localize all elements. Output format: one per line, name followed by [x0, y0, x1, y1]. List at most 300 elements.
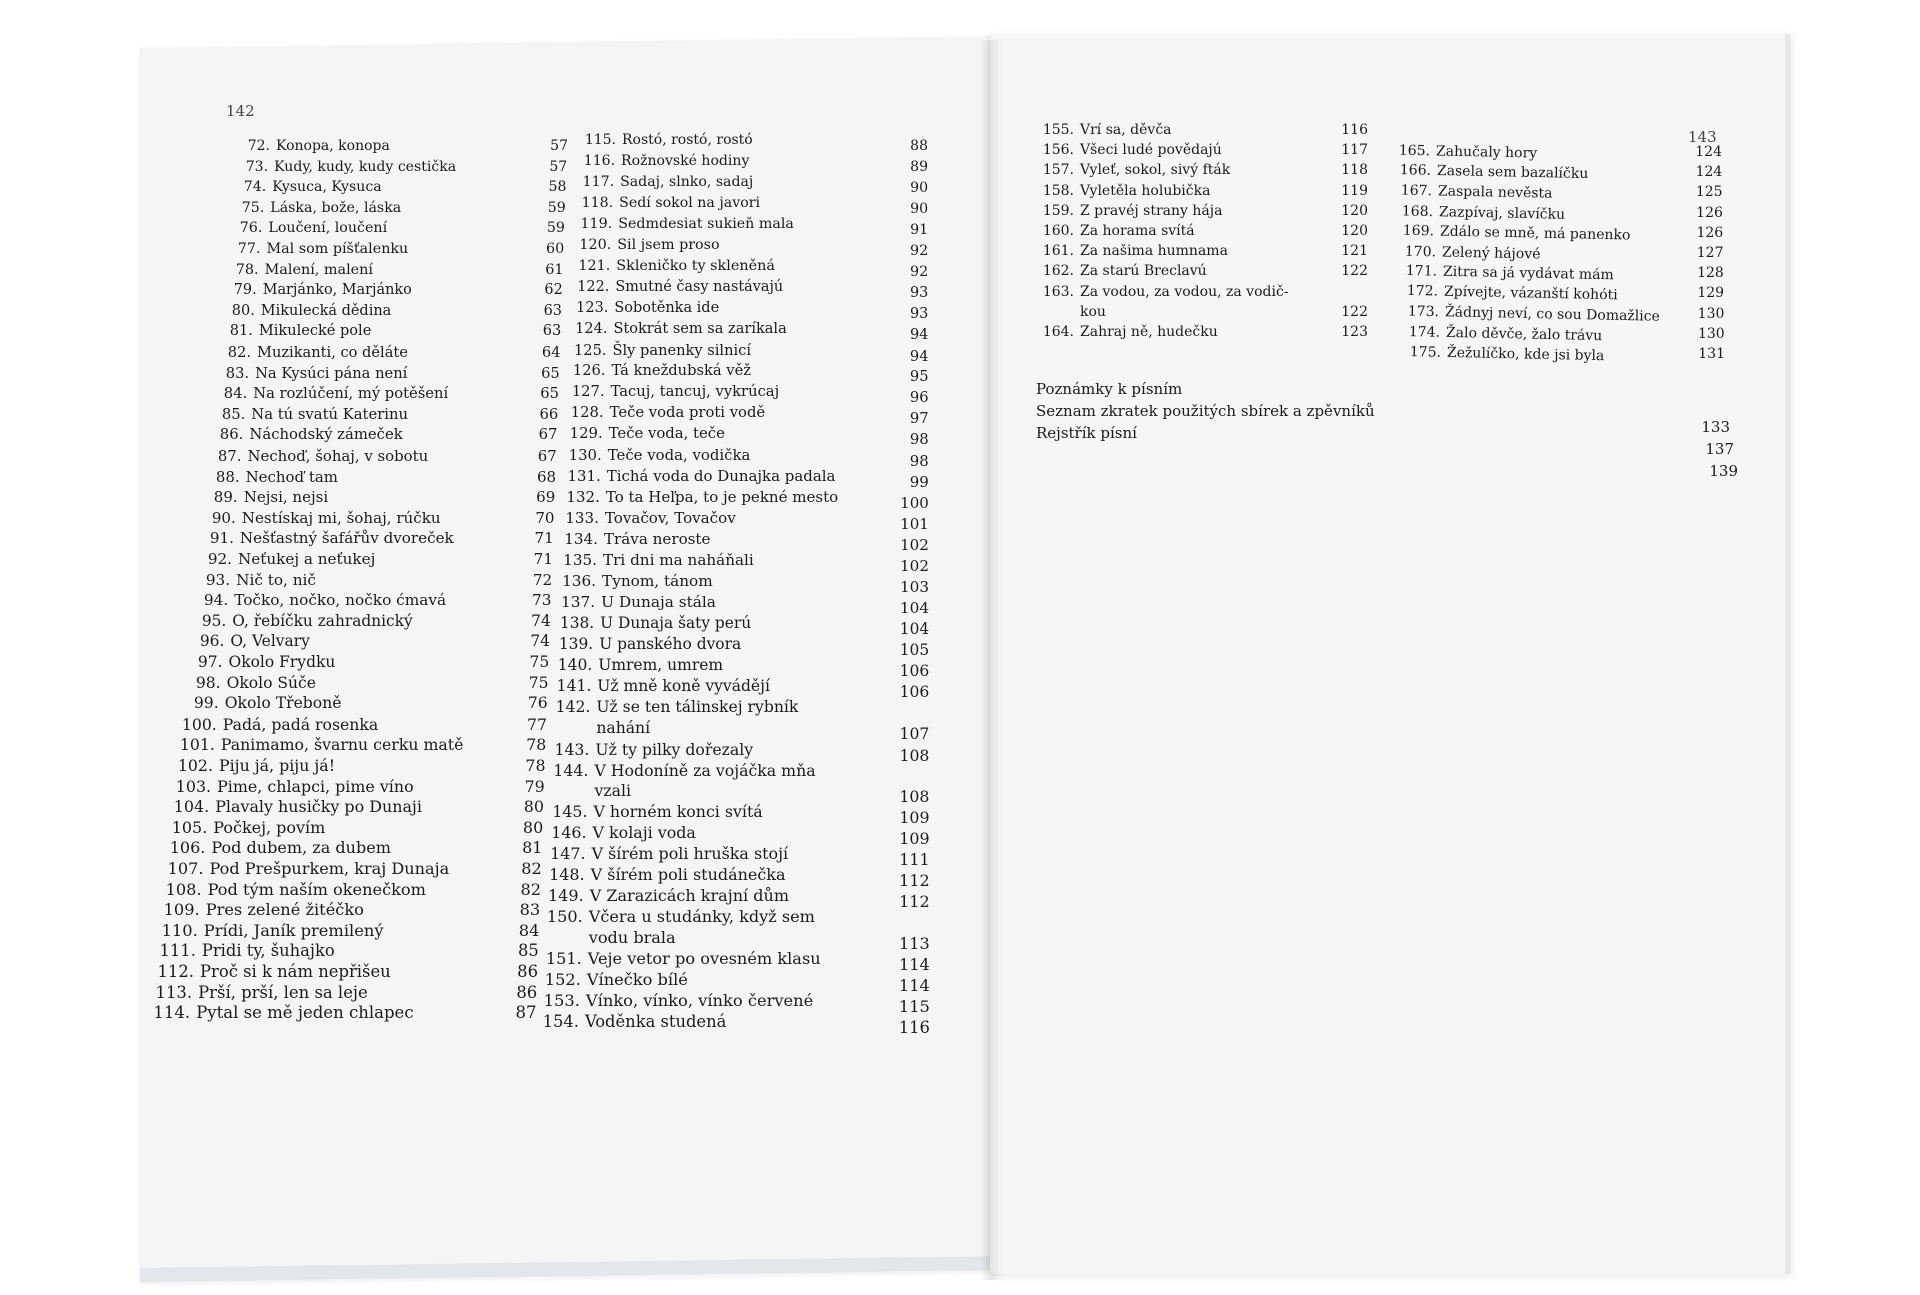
toc-entry [535, 1012, 726, 1031]
toc-entry [217, 241, 409, 257]
toc-entry [540, 886, 789, 905]
toc-entry [544, 761, 815, 780]
entry-number: 104. [173, 797, 210, 817]
entry-title: Vínko, vínko, vínko červené [585, 990, 814, 1010]
entry-title: Žalo děvče, žalo trávu [1445, 324, 1603, 344]
entry-number: 145. [552, 802, 588, 822]
entry-page-number: 70 [535, 508, 555, 527]
entry-number: 111. [159, 941, 196, 961]
entry-number: 107. [167, 859, 204, 878]
entry-page-number: 108 [899, 745, 930, 765]
entry-title: Za horama svítá [1080, 223, 1195, 239]
entry-title: Pytal se mě jeden chlapec [196, 1003, 414, 1023]
entry-title: Všeci ludé povědajú [1080, 142, 1222, 159]
toc-entry [201, 406, 408, 423]
toc-entry [1030, 122, 1172, 138]
entry-title: Zpívejte, vázanští kohóti [1443, 284, 1618, 304]
entry-page-number: 82 [520, 879, 541, 899]
entry-title: Okolo Súče [226, 673, 316, 692]
toc-entry [163, 818, 325, 837]
entry-title: Stokrát sem sa zaríkala [613, 320, 787, 337]
entry-page-number: 84 [518, 920, 540, 940]
entry-title: Teče voda, teče [608, 425, 725, 443]
entry-title: Nechoď, šohaj, v sobotu [247, 447, 429, 465]
toc-entry [545, 740, 753, 759]
entry-page-number: 115 [898, 996, 930, 1016]
entry-page-number: 78 [525, 756, 546, 775]
entry-title: Smutné časy nastávajú [615, 278, 784, 295]
toc-entry [569, 195, 760, 211]
entry-title: Tá knеždubská věž [611, 362, 751, 380]
entry-number: 175. [1409, 344, 1442, 361]
toc-entry [1030, 203, 1222, 219]
entry-number: 90. [211, 508, 236, 527]
toc-entry [566, 258, 775, 274]
entry-title: Rožnovské hodiny [621, 152, 750, 169]
entry-title: Sedmdesiat sukieň mala [618, 215, 794, 232]
entry-number: 72. [247, 138, 270, 154]
toc-entry [171, 735, 464, 754]
toc-entry [152, 941, 335, 960]
entry-number: 108. [165, 879, 202, 899]
entry-number: 149. [547, 886, 584, 906]
entry-page-number: 92 [910, 242, 929, 259]
entry-number: 133. [565, 509, 599, 528]
entry-number: 88. [215, 467, 240, 486]
entry-title: Mal som píšťalenku [266, 241, 409, 257]
entry-title: Včera u studánky, když sem [588, 907, 815, 927]
entry-page-number: 79 [524, 776, 545, 796]
toc-entry [1030, 183, 1210, 199]
entry-number: 112. [157, 962, 194, 981]
entry-number: 86. [219, 426, 244, 444]
entry-page-number: 95 [909, 368, 929, 386]
entry-page-number: 121 [1341, 243, 1368, 260]
entry-page-number: 88 [910, 138, 928, 154]
entry-page-number: 63 [543, 302, 562, 319]
entry-page-number: 69 [536, 488, 556, 507]
entry-page-number: 112 [899, 892, 930, 912]
toc-entry [150, 962, 391, 981]
entry-page-number: 123 [1341, 324, 1368, 340]
entry-title: Panimamo, švarnu cerku matě [220, 735, 464, 755]
entry-title: V šírém poli hruška stojí [591, 844, 789, 864]
entry-page-number: 71 [533, 550, 553, 568]
entry-page-number: 103 [899, 577, 930, 596]
entry-title: Okolo Frydku [228, 653, 336, 671]
toc-entry [568, 216, 794, 232]
toc-entry [570, 174, 753, 190]
toc-entry [555, 509, 736, 527]
entry-page-number: 57 [549, 158, 568, 175]
entry-number: 73. [245, 158, 269, 175]
entry-page-number: 128 [1697, 265, 1724, 282]
entry-number: 84. [223, 385, 248, 403]
toc-entry [190, 529, 454, 547]
entry-title: Muzikanti, co děláte [257, 344, 408, 361]
entry-page-number: 59 [547, 199, 566, 216]
entry-title: Prídi, Janík premilený [203, 920, 384, 940]
toc-entry [563, 342, 751, 359]
entry-title: Vyleť, sokol, sivý fták [1080, 162, 1231, 179]
toc-entry [567, 237, 719, 253]
entry-title: Sadaj, slnko, sadaj [620, 173, 754, 190]
entry-page-number: 102 [900, 536, 929, 555]
entry-page-number: 83 [519, 900, 541, 920]
entry-title: Nešťastný šafářův dvoreček [239, 529, 454, 548]
entry-number: 137. [560, 592, 596, 611]
entry-title: Šly panenky silnicí [612, 341, 751, 359]
entry-title: Kudy, kudy, kudy cestička [274, 158, 457, 175]
toc-entry [548, 656, 723, 674]
entry-page-number: 81 [522, 838, 543, 858]
entry-title: Sobotěnka ide [614, 299, 720, 316]
entry-page-number: 94 [909, 326, 929, 343]
entry-title: Pime, chlapci, pime víno [217, 776, 414, 796]
entry-number: 96. [199, 632, 225, 651]
toc-entry [226, 138, 390, 154]
entry-title-continued: kou [1080, 303, 1106, 320]
entry-page-number: 107 [899, 724, 930, 743]
entry-page-number: 124 [1695, 164, 1723, 181]
entry-number: 110. [161, 920, 198, 940]
entry-title: Nechoď tam [245, 467, 338, 486]
entry-number: 128. [570, 404, 604, 422]
entry-page-number: 116 [898, 1017, 930, 1037]
toc-entry [146, 1003, 413, 1022]
toc-entry [558, 446, 751, 464]
entry-title: Malení, malení [264, 261, 374, 278]
entry-page-number: 94 [909, 347, 929, 365]
entry-title: Už ty pilky dořezaly [595, 739, 754, 759]
entry-number: 157. [1042, 162, 1074, 179]
toc-entry [553, 551, 754, 569]
entry-number: 134. [564, 530, 598, 549]
entry-number: 127. [571, 383, 605, 401]
toc-entry [154, 921, 384, 940]
toc-entry [207, 344, 408, 361]
entry-title: Teče voda proti vodě [609, 404, 766, 422]
toc-entry [213, 282, 412, 298]
toc-entry [556, 488, 838, 506]
entry-page-number: 106 [899, 682, 930, 701]
entry-page-number: 105 [899, 640, 930, 659]
entry-title: Tovačov, Tovačov [604, 509, 736, 528]
entry-number: 147. [550, 844, 586, 864]
entry-title: Zitra sa já vydávat mám [1442, 263, 1614, 284]
toc-entry [539, 907, 815, 926]
entry-number: 85. [221, 405, 246, 423]
entry-page-number: 73 [532, 591, 552, 610]
entry-title: V kolaji voda [592, 823, 696, 843]
entry-page-number: 102 [900, 557, 929, 575]
entry-number: 103. [175, 776, 212, 796]
toc-entry [184, 591, 446, 609]
entry-page-number: 82 [521, 859, 542, 878]
entry-number: 166. [1399, 162, 1432, 179]
entry-title: Zasela sem bazalíčku [1436, 163, 1589, 183]
entry-title: Pod dubem, za dubem [211, 838, 391, 858]
toc-entry [158, 880, 426, 899]
entry-title: Točko, nočko, nočko ćmavá [234, 591, 447, 610]
entry-number: 138. [559, 613, 595, 632]
right-page [990, 34, 1791, 1274]
toc-entry [148, 983, 368, 1002]
entry-title: Zahučaly hory [1435, 143, 1538, 162]
toc-extra-page-number: 133 [1701, 418, 1730, 436]
entry-number: 167. [1400, 182, 1433, 200]
entry-page-number: 77 [527, 714, 547, 734]
entry-number: 170. [1404, 243, 1436, 261]
entry-page-number: 126 [1696, 204, 1723, 221]
toc-entry [1030, 223, 1195, 239]
toc-entry [209, 323, 371, 339]
toc-entry [222, 179, 381, 195]
entry-title-continued: vzali [594, 781, 632, 801]
toc-entry [1030, 284, 1289, 300]
entry-page-number: 89 [910, 158, 929, 175]
entry-title: Vrí sa, děvča [1080, 122, 1172, 138]
entry-number: 172. [1406, 283, 1438, 300]
toc-entry [537, 970, 688, 989]
entry-title: Tri dni ma naháňali [603, 551, 754, 569]
toc-entry [1386, 142, 1537, 161]
entry-title: Za starú Breclavú [1080, 263, 1207, 280]
entry-number: 81. [229, 323, 253, 340]
entry-number: 80. [231, 302, 255, 319]
entry-number: 95. [201, 611, 227, 630]
entry-title: Náchodský zámeček [249, 426, 403, 444]
entry-page-number: 63 [542, 323, 562, 340]
entry-page-number: 117 [1341, 142, 1368, 159]
entry-number: 76. [239, 220, 263, 237]
entry-title: Neťukej a neťukej [238, 550, 376, 568]
entry-number: 78. [235, 261, 259, 278]
entry-number: 162. [1042, 263, 1074, 280]
toc-entry [571, 153, 749, 169]
entry-page-number: 119 [1341, 182, 1368, 199]
entry-number: 151. [545, 949, 582, 969]
entry-number: 94. [203, 591, 229, 610]
entry-page-number: 93 [909, 305, 929, 322]
entry-title: Okolo Třeboně [224, 694, 342, 713]
toc-entry [1030, 142, 1222, 158]
entry-page-number: 127 [1696, 245, 1724, 261]
entry-page-number: 99 [909, 473, 929, 492]
entry-number: 164. [1042, 324, 1074, 340]
toc-entry [218, 220, 387, 236]
entry-title: Nestískaj mi, šohaj, rúčku [241, 508, 441, 527]
entry-title: Tichá voda do Dunajka padala [606, 467, 836, 486]
entry-page-number: 74 [531, 611, 551, 630]
toc-entry [544, 802, 763, 821]
entry-page-number: 130 [1697, 325, 1725, 342]
entry-number: 122. [577, 278, 610, 295]
entry-number: 141. [556, 676, 592, 695]
toc-entry [215, 262, 373, 278]
toc-entry [199, 426, 402, 443]
toc-entry [156, 900, 364, 919]
entry-page-number: 85 [517, 941, 539, 961]
toc-entry [561, 383, 780, 400]
entry-number: 75. [241, 199, 265, 216]
toc-extra-page-number: 139 [1709, 462, 1738, 480]
entry-page-number: 120 [1341, 202, 1368, 219]
entry-page-number: 116 [1341, 122, 1368, 138]
entry-number: 129. [569, 425, 603, 443]
entry-page-number: 86 [516, 982, 538, 1002]
entry-title: Piju já, piju já! [219, 756, 336, 775]
entry-title: Mikulecké pole [258, 323, 372, 340]
entry-title: Zazpívaj, slavíčku [1439, 203, 1566, 223]
toc-entry [182, 612, 412, 630]
entry-number: 116. [583, 152, 616, 169]
entry-title: Padá, padá rosenka [222, 714, 379, 734]
entry-title: Pres zelené žitéčko [205, 900, 364, 920]
entry-title: Tacuj, tancuj, vykrúcaj [610, 383, 780, 401]
entry-page-number: 122 [1341, 303, 1368, 320]
entry-page-number: 74 [530, 632, 550, 651]
entry-title: Zdálo se mně, má panenko [1440, 223, 1631, 244]
entry-title: Tynom, tánom [602, 571, 713, 590]
entry-number: 159. [1042, 202, 1074, 219]
entry-number: 171. [1405, 263, 1437, 280]
entry-title: Mikulecká dědina [260, 302, 392, 319]
entry-number: 132. [566, 488, 600, 507]
toc-entry [1389, 203, 1565, 223]
toc-entry [563, 321, 786, 337]
entry-page-number: 66 [539, 405, 559, 423]
entry-title: Počkej, povím [213, 817, 326, 837]
entry-number: 100. [181, 714, 217, 734]
toc-entry [552, 572, 713, 590]
right-page-number: 143 [1688, 128, 1717, 146]
toc-entry [169, 756, 335, 775]
toc-entry [1030, 263, 1207, 279]
entry-title: Rostó, rostó, rostó [622, 132, 753, 148]
toc-entry [549, 635, 741, 653]
entry-page-number: 59 [546, 220, 565, 237]
entry-page-number: 65 [541, 364, 560, 382]
entry-title: Kysuca, Kysuca [272, 179, 382, 196]
entry-page-number: 104 [899, 619, 930, 638]
entry-title: Skleničko ty skleněná [616, 257, 775, 274]
toc-entry [196, 468, 338, 486]
toc-entry [198, 447, 429, 465]
entry-number: 105. [171, 817, 208, 837]
entry-title: Nič to, nič [236, 570, 316, 589]
entry-number: 126. [572, 362, 606, 380]
entry-page-number: 118 [1341, 162, 1368, 179]
toc-entry [161, 838, 391, 857]
entry-title: U Dunaja stála [601, 592, 716, 611]
toc-entry [541, 865, 786, 884]
entry-page-number: 113 [899, 934, 930, 954]
entry-title: Za vodou, za vodou, za vodič- [1080, 283, 1289, 300]
entry-title: Teče voda, vodička [607, 446, 751, 465]
entry-number: 99. [193, 694, 219, 713]
entry-number: 156. [1042, 142, 1074, 159]
entry-title: Z pravéj strany hája [1080, 202, 1223, 219]
entry-title: Vyletěla holubička [1080, 182, 1211, 199]
entry-number: 74. [243, 179, 267, 196]
entry-number: 144. [553, 760, 589, 780]
entry-title: Tráva neroste [603, 530, 711, 549]
entry-number: 142. [555, 697, 591, 716]
entry-number: 143. [554, 739, 590, 759]
entry-title: V horném konci svítá [593, 802, 763, 822]
entry-page-number: 122 [1341, 263, 1368, 280]
entry-page-number: 87 [515, 1003, 537, 1023]
entry-page-number: 112 [899, 871, 930, 891]
entry-page-number: 57 [550, 138, 568, 154]
toc-entry [546, 698, 798, 716]
entry-page-number: 72 [532, 570, 553, 589]
entry-number: 83. [225, 364, 250, 382]
toc-entry [224, 159, 456, 175]
entry-title: Sedí sokol na javori [619, 194, 761, 211]
entry-number: 161. [1042, 243, 1074, 260]
entry-title: To ta Heľpa, to je pekné mesto [605, 488, 839, 507]
entry-page-number: 61 [545, 261, 564, 278]
entry-title: Sil jsem proso [617, 236, 720, 253]
toc-entry [560, 404, 766, 421]
entry-page-number: 78 [526, 735, 547, 755]
entry-page-number: 90 [910, 179, 929, 196]
toc-entry [554, 530, 711, 548]
toc-entry [1030, 243, 1228, 259]
toc-entry [167, 777, 414, 796]
entry-page-number: 96 [909, 389, 929, 407]
entry-page-number: 75 [529, 653, 550, 671]
entry-number: 77. [237, 241, 261, 257]
toc-entry [160, 859, 450, 878]
entry-title: Žežulíčko, kde jsi byla [1446, 344, 1605, 365]
entry-number: 114. [153, 1003, 191, 1023]
entry-title: Pod Prešpurkem, kraj Dunaja [209, 859, 450, 878]
entry-page-number: 126 [1696, 224, 1724, 241]
entry-page-number: 60 [546, 241, 565, 257]
entry-title: Nejsi, nejsi [243, 488, 329, 507]
entry-number: 97. [197, 653, 223, 671]
toc-entry [188, 550, 375, 568]
entry-page-number: 131 [1698, 346, 1725, 362]
toc-entry [186, 571, 316, 589]
entry-number: 174. [1408, 323, 1441, 341]
entry-page-number: 91 [910, 221, 929, 238]
entry-number: 158. [1042, 182, 1074, 199]
toc-extra-entry: Seznam zkratek použitých sbírek a zpěvníků [1036, 402, 1375, 420]
entry-number: 119. [580, 215, 613, 232]
entry-page-number: 71 [534, 529, 554, 548]
entry-number: 155. [1042, 122, 1074, 138]
toc-entry [542, 844, 789, 863]
entry-title: Marjánko, Marjánko [262, 282, 412, 299]
entry-number: 130. [568, 446, 602, 465]
entry-title: Za našima humnama [1080, 243, 1228, 260]
entry-title: Umrem, umrem [598, 655, 724, 674]
entry-number: 160. [1042, 223, 1074, 239]
entry-title: Už mně koně vyvádějí [597, 676, 770, 695]
toc-entry [177, 674, 316, 692]
toc-entry [543, 823, 696, 842]
toc-entry [194, 488, 328, 506]
entry-number: 169. [1403, 222, 1435, 240]
entry-title: Zelený hájové [1441, 244, 1541, 263]
toc-entry [565, 279, 783, 295]
entry-title: Zaspala nevěsta [1438, 183, 1553, 203]
toc-entry [203, 385, 448, 402]
